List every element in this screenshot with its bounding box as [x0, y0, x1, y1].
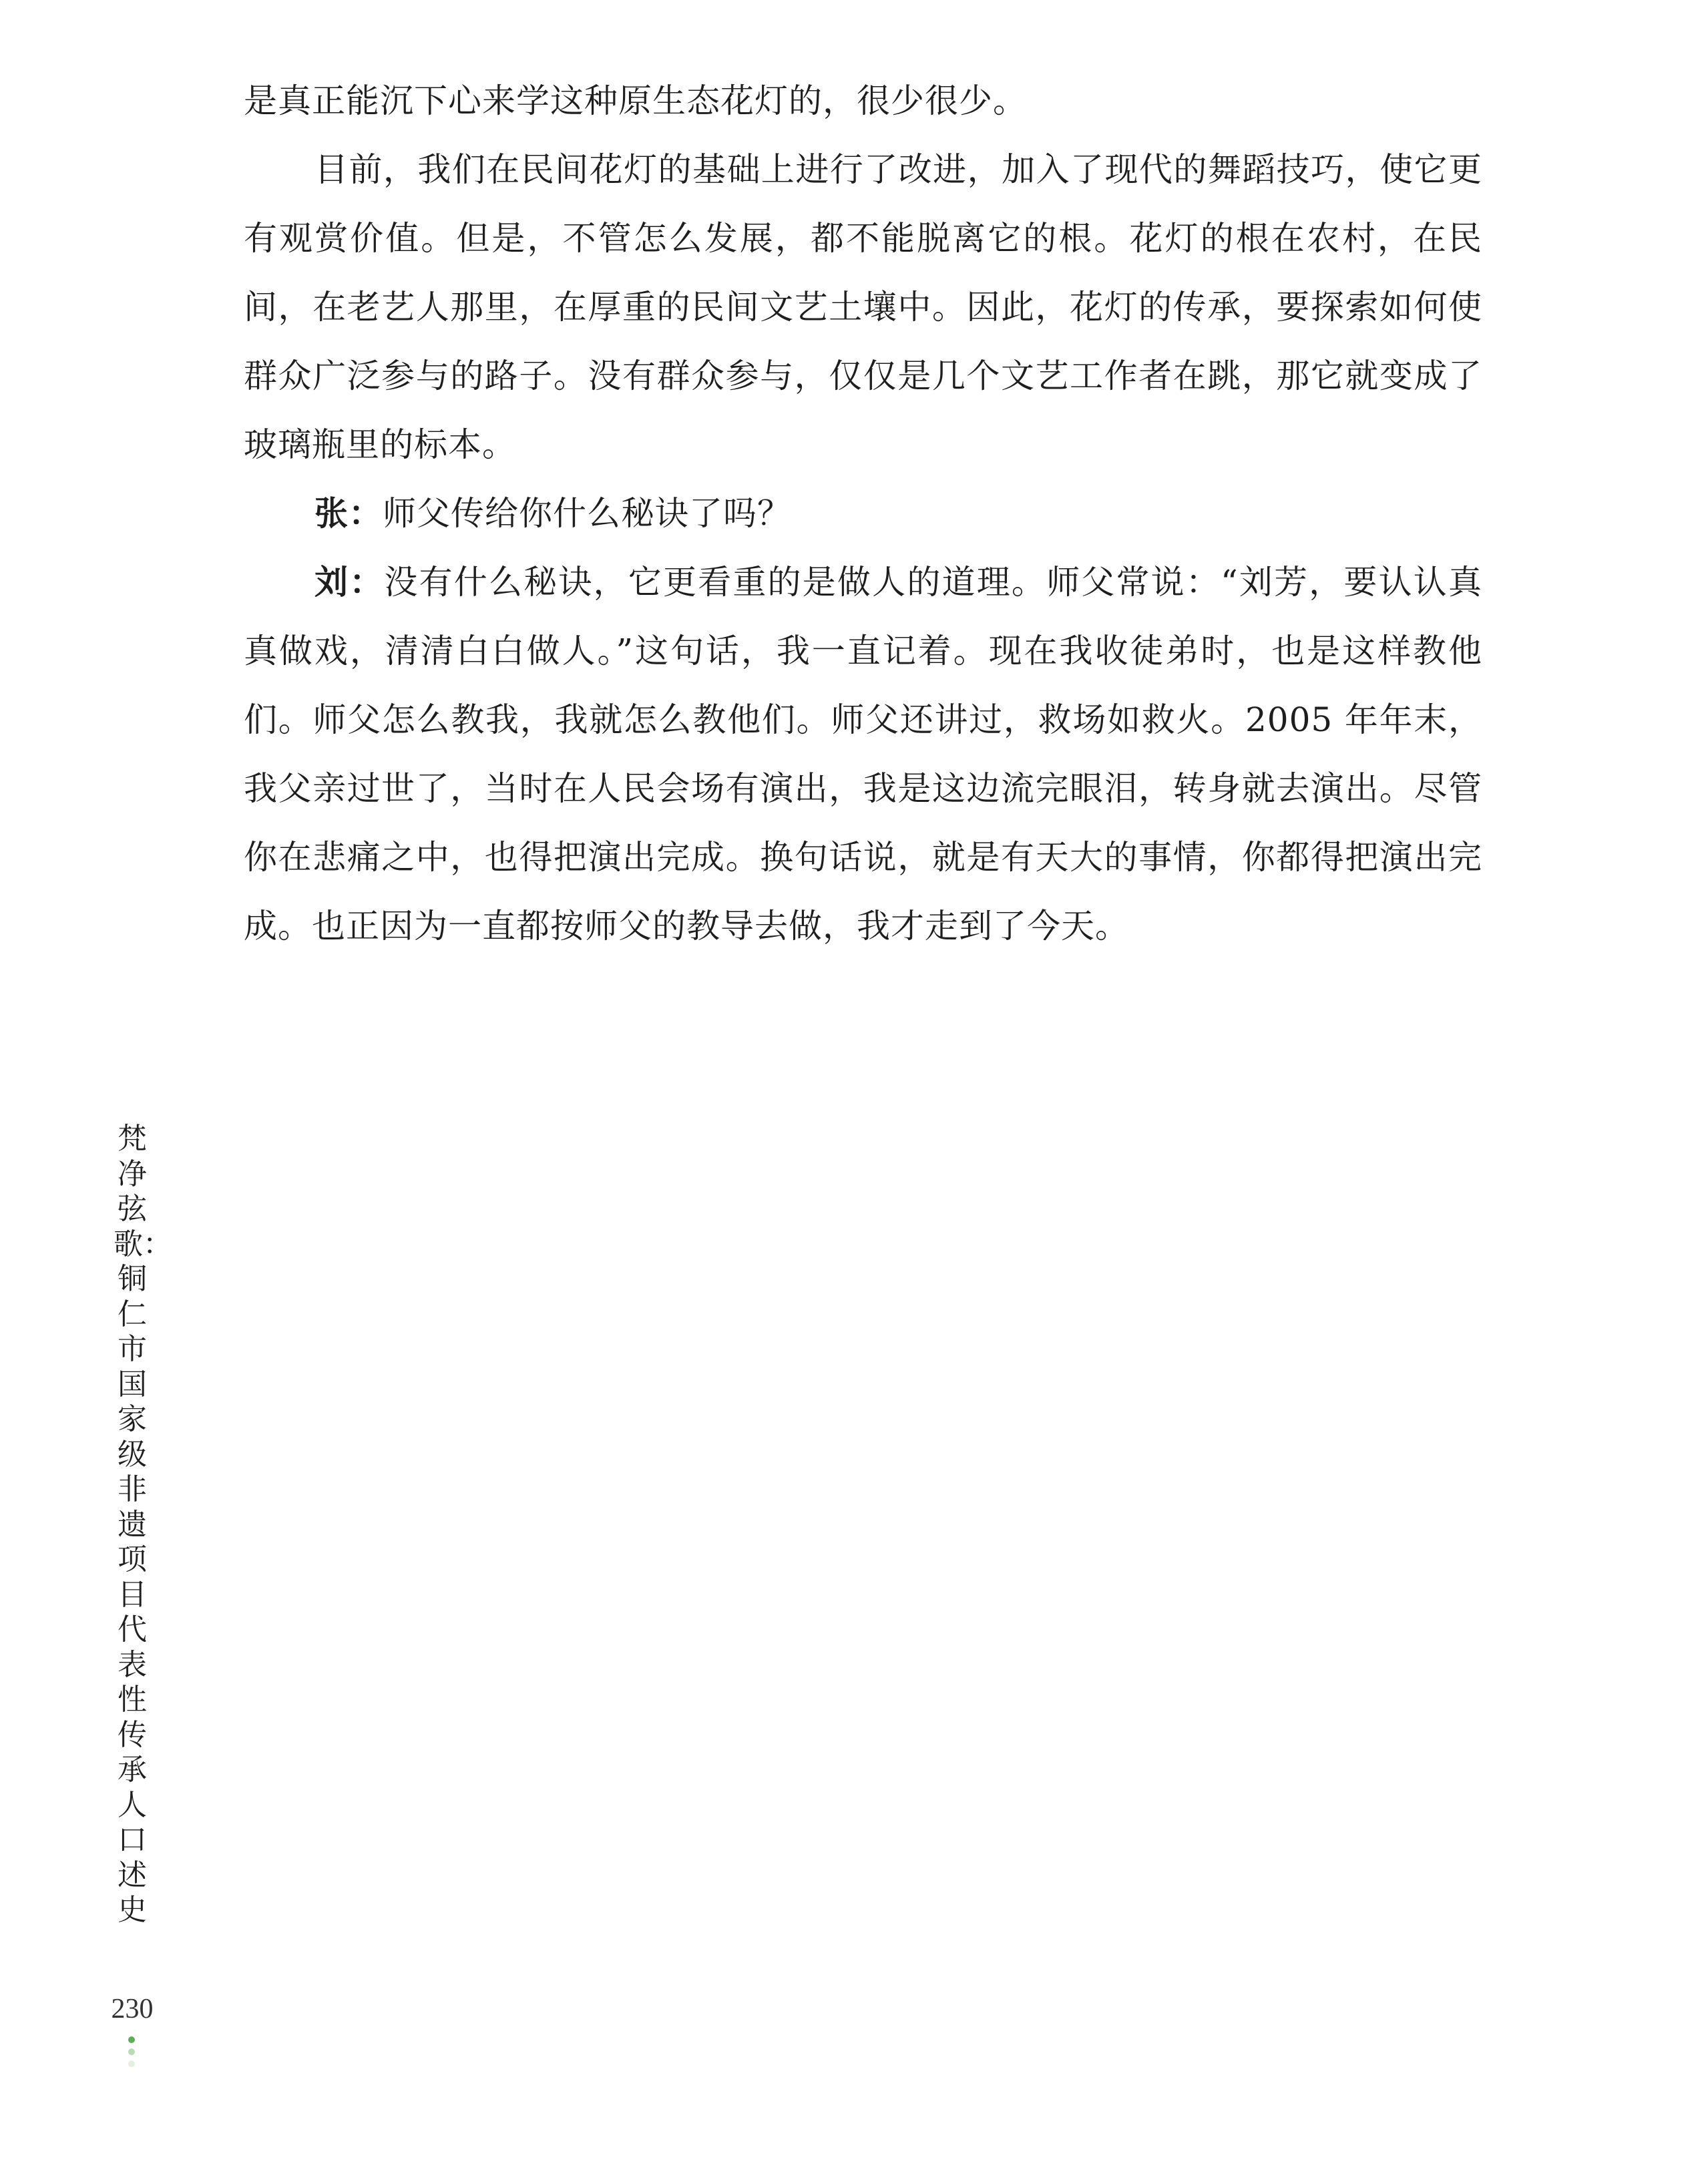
speaker-label-zhang: 张： [314, 494, 383, 533]
main-text [244, 67, 1482, 961]
decorative-dot-icon [128, 2060, 135, 2067]
decorative-dot-icon [128, 2036, 135, 2043]
paragraph-3 [244, 479, 1482, 548]
speaker-label-liu: 刘： [314, 563, 385, 602]
page-number: 230 [111, 1994, 154, 2024]
paragraph-text: 目前，我们在民间花灯的基础上进行了改进，加入了现代的舞蹈技巧，使它更有观赏价值。但是，不管怎么发展，都不能脱离它的根。花灯的根在农村，在民间，在老艺人那里，在厚重的民间文艺土壤中。因此，花灯的传承，要探索如何使群众广泛参与的路子。没有群众参与，仅仅是几个文艺工作者在跳，那它就变成了玻璃瓶里的标本。 [244, 150, 1482, 464]
paragraph-1 [244, 67, 1482, 136]
paragraph-text: 师父传给你什么秘诀了吗？ [383, 494, 791, 533]
paragraph-text: 没有什么秘诀，它更看重的是做人的道理。师父常说：“刘芳，要认认真真做戏，清清白白做人。”这句话，我一直记着。现在我收徒弟时，也是这样教他们。师父怎么教我，我就怎么教他们。师父还讲过，救场如救火。2005 年年末，我父亲过世了，当时在人民会场有演出，我是这边流完眼泪，转身就去演出。尽管你在悲痛之中，也得把演出完成。换句话说，就是有天大的事情，你都得把演出完成。也正因为一直都按师父的教导去做，我才走到了今天。 [244, 563, 1482, 945]
paragraph-4 [244, 548, 1482, 961]
paragraph-2 [244, 136, 1482, 479]
decorative-dot-icon [128, 2048, 135, 2055]
running-book-title: 梵净弦歌：铜仁市国家级非遗项目代表性传承人口述史 [114, 1122, 172, 1927]
paragraph-text: 是真正能沉下心来学这种原生态花灯的，很少很少。 [244, 81, 1027, 120]
